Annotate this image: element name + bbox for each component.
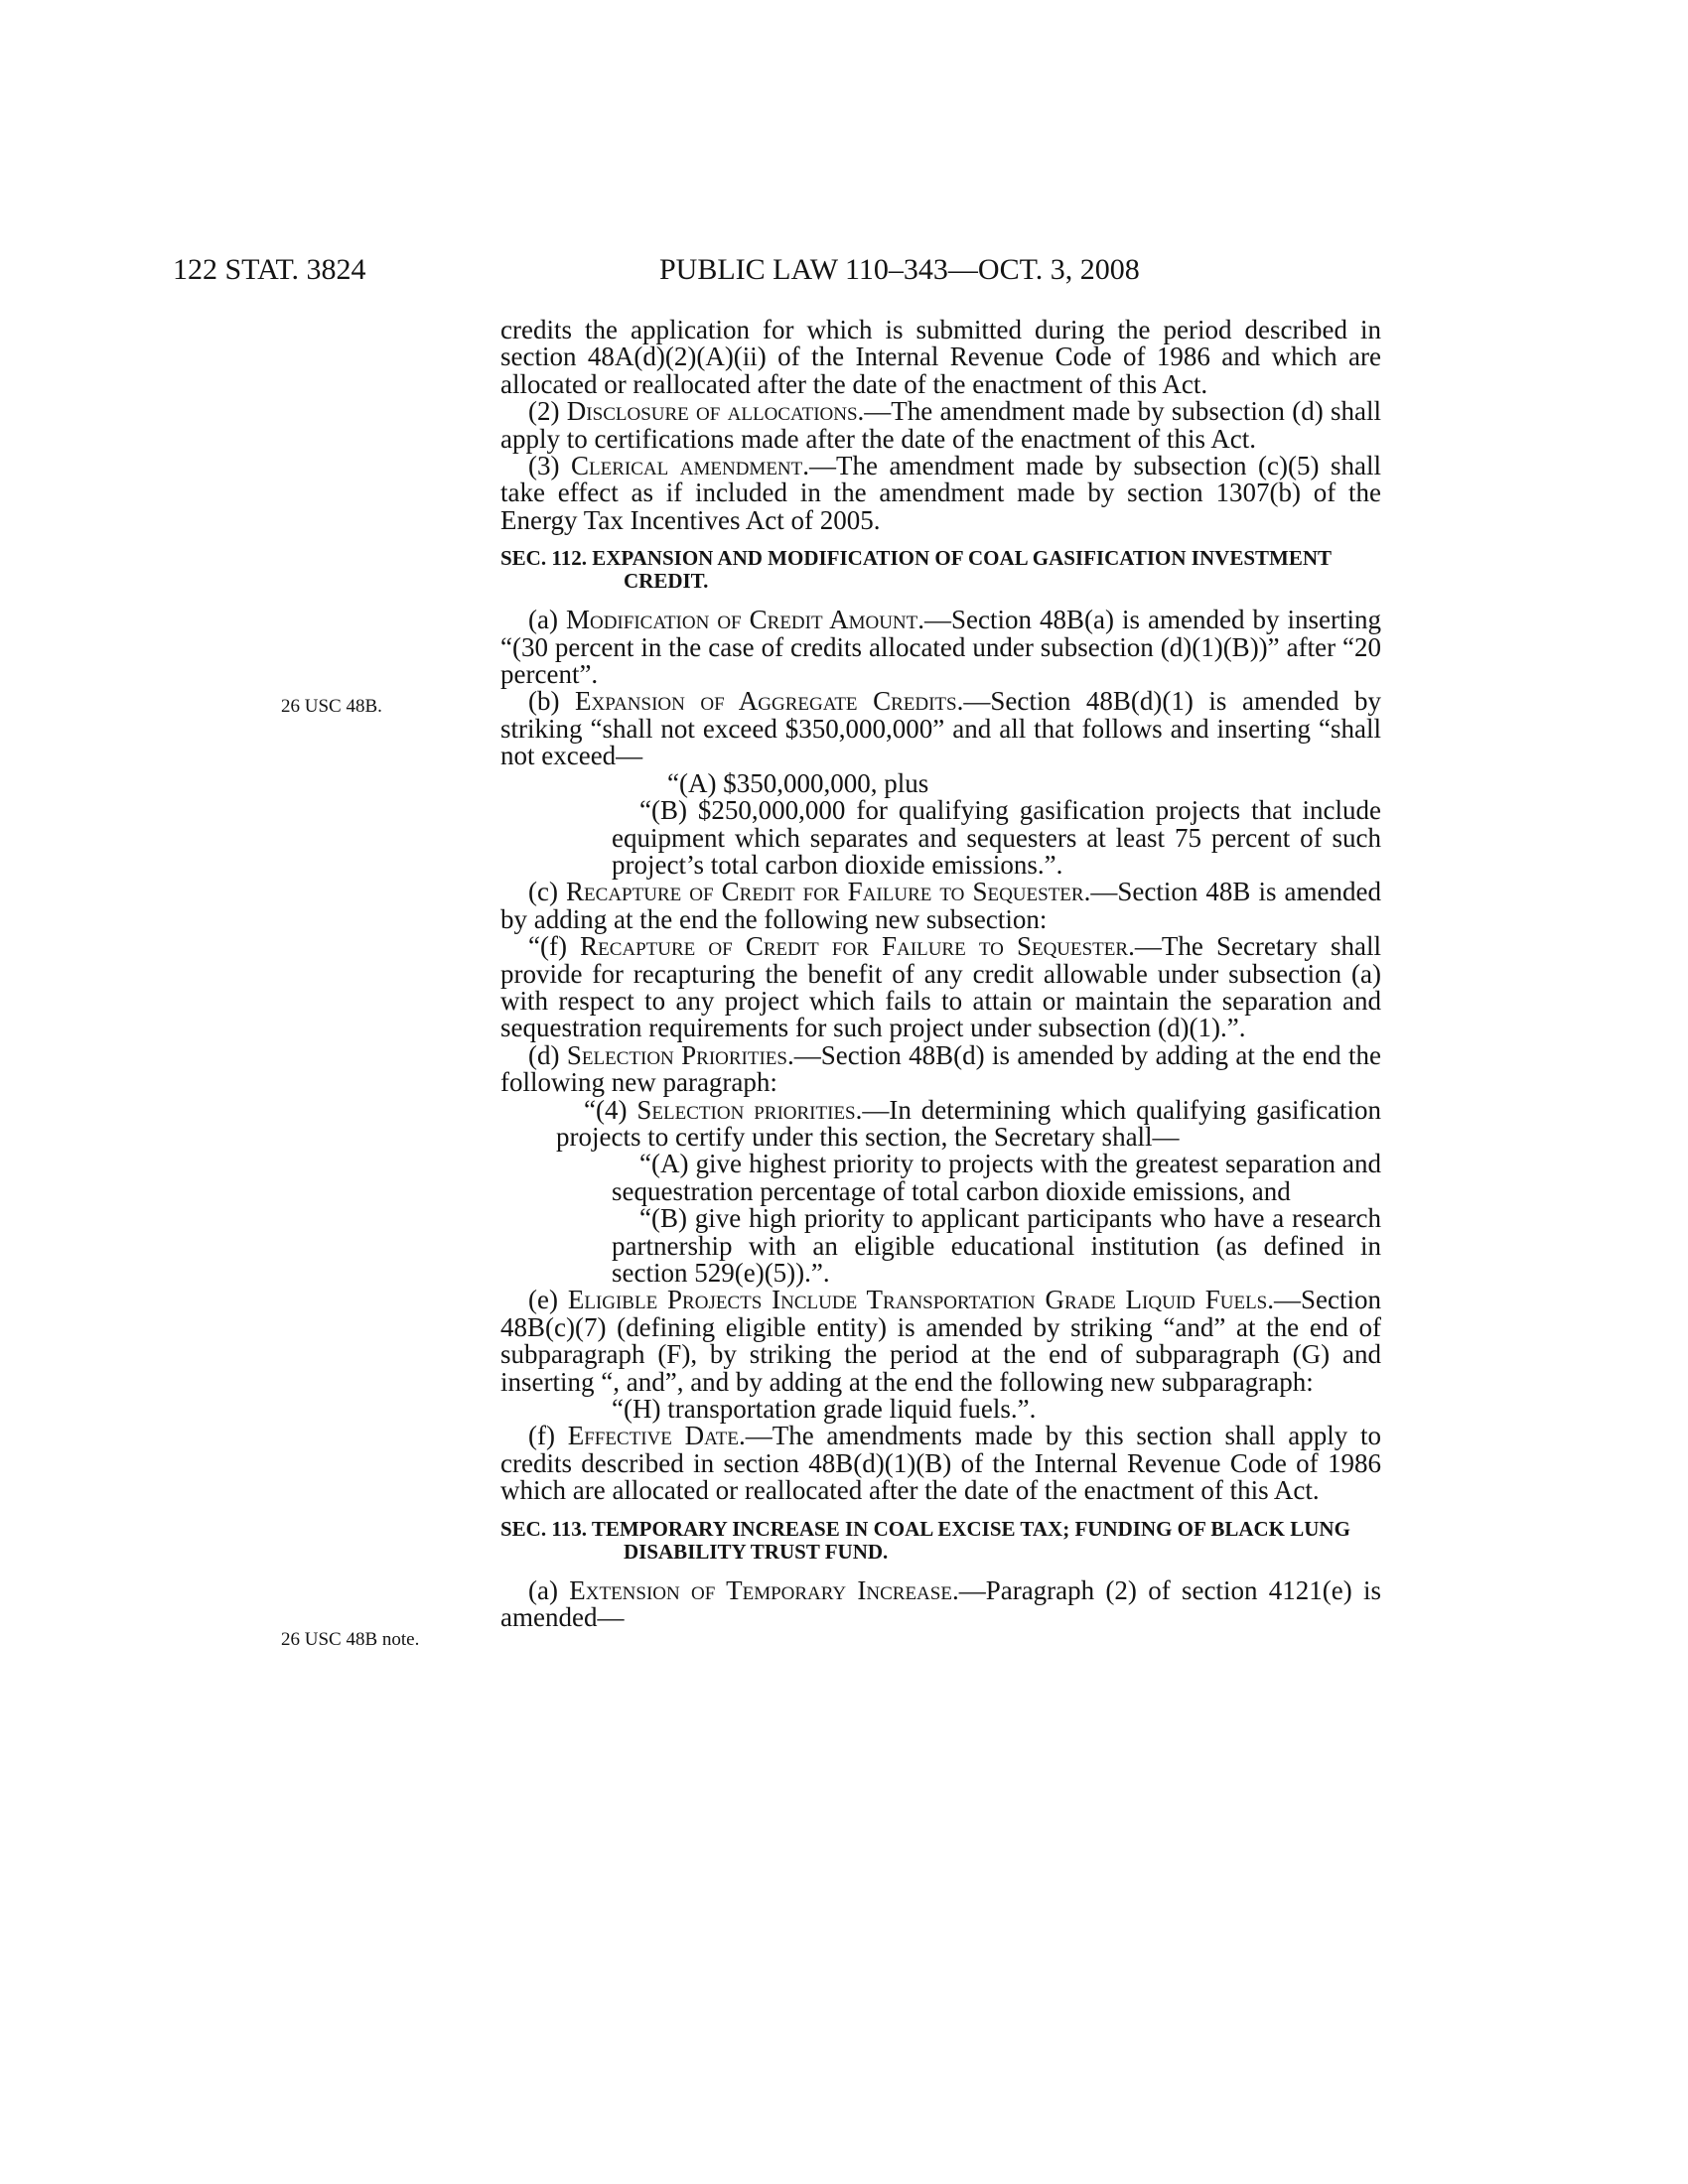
document-body [500, 317, 1381, 1631]
running-head [173, 250, 1205, 290]
subsection-e-eligible-projects: (e) Eligible Projects Include Transportation Grade Liquid Fuels.—Section 48B(c)(7) (defining eligible entity) is amended by striking “and” at the end of subparagraph (F), by striking the period at the end of subparagraph (G) and inserting “, and”, and by adding at the end the following new subparagraph: [500, 1285, 1381, 1397]
section-113-subsection-a: (a) Extension of Temporary Increase.—Paragraph (2) of section 4121(e) is amended— [500, 1574, 1381, 1633]
subparagraph-b-b: “(B) $250,000,000 for qualifying gasification projects that include equipment which separates and sequesters at least 75 percent of such project’s total carbon dioxide emissions.”. [612, 795, 1381, 880]
paragraph-4-selection-priorities: “(4) Selection priorities.—In determining which qualifying gasification projects to certify under this section, the Secretary shall— [556, 1094, 1381, 1152]
subparagraph-b-a: “(A) $350,000,000, plus [667, 767, 929, 798]
public-law-title: PUBLIC LAW 110–343—OCT. 3, 2008 [659, 253, 1140, 286]
subparagraph-4-a: “(A) give highest priority to projects with the greatest separation and sequestration percentage of total carbon dioxide emissions, and [612, 1149, 1381, 1206]
subsection-f-effective-date: (f) Effective Date.—The amendments made by this section shall apply to credits described in section 48B(d)(1)(B) of the Internal Revenue Code of 1986 which are allocated or reallocated after the date of the enactment of this Act. [500, 1421, 1381, 1506]
subsection-b-expansion: (b) Expansion of Aggregate Credits.—Section 48B(d)(1) is amended by striking “shall not exceed $350,000,000” and all that follows and inserting “shall not exceed— [500, 686, 1382, 771]
subsection-c-recapture: (c) Recapture of Credit for Failure to Sequester.—Section 48B is amended by adding at the end the following new subsection: [500, 877, 1381, 934]
paragraph-continued: credits the application for which is submitted during the period described in section 48A(d)(2)(A)(ii) of the Internal Revenue Code of 1986 and which are allocated or reallocated after the date of the enactment of this Act. [500, 315, 1381, 399]
margin-note-usc-48b: 26 USC 48B. [281, 696, 382, 717]
section-112-heading: SEC. 112. EXPANSION AND MODIFICATION OF COAL GASIFICATION INVESTMENT CREDIT. [500, 546, 1332, 594]
margin-note-usc-48b-note: 26 USC 48B note. [281, 1629, 420, 1650]
subsection-d-selection: (d) Selection Priorities.—Section 48B(d) is amended by adding at the end the following new paragraph: [500, 1039, 1382, 1098]
subparagraph-h: “(H) transportation grade liquid fuels.”. [612, 1394, 1037, 1425]
subsection-f-recapture-quoted: “(f) Recapture of Credit for Failure to Sequester.—The Secretary shall provide for recapturing the benefit of any credit allowable under subsection (a) with respect to any project which fails to attain or maintain the separation and sequestration requirements for such project under subsection (d)(1).”. [500, 931, 1382, 1043]
subparagraph-4-b: “(B) give high priority to applicant participants who have a research partnership with an eligible educational institution (as defined in section 529(e)(5)).”. [612, 1203, 1381, 1288]
paragraph-clerical-amendment: (3) Clerical amendment.—The amendment made by subsection (c)(5) shall take effect as if included in the amendment made by section 1307(b) of the Energy Tax Incentives Act of 2005. [500, 451, 1381, 535]
stat-page-number: 122 STAT. 3824 [173, 253, 366, 286]
section-113-heading: SEC. 113. TEMPORARY INCREASE IN COAL EXCISE TAX; FUNDING OF BLACK LUNG DISABILITY TRUST FUND. [500, 1516, 1350, 1564]
paragraph-disclosure-of-allocations: (2) Disclosure of allocations.—The amendment made by subsection (d) shall apply to certifications made after the date of the enactment of this Act. [500, 396, 1381, 454]
subsection-a-modification: (a) Modification of Credit Amount.—Section 48B(a) is amended by inserting “(30 percent in the case of credits allocated under subsection (d)(1)(B))” after “20 percent”. [500, 605, 1381, 690]
